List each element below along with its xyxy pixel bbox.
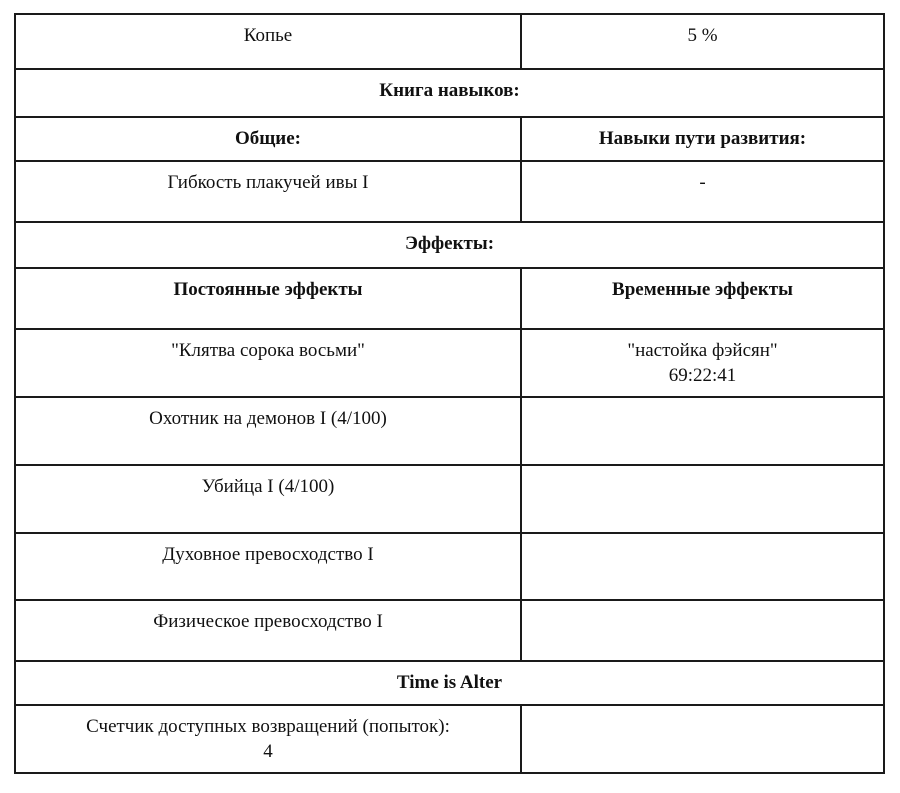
path-skill-cell bbox=[521, 161, 884, 222]
path-skills-header-cell bbox=[521, 117, 884, 161]
table-row bbox=[15, 69, 884, 117]
temporary-effect-cell bbox=[521, 533, 884, 600]
temporary-effect-name: "настойка фэйсян" bbox=[627, 340, 778, 361]
table-row bbox=[15, 117, 884, 161]
table-row bbox=[15, 661, 884, 705]
general-skills-header-cell bbox=[15, 117, 521, 161]
general-skills-header: Общие: bbox=[234, 128, 302, 149]
stats-table bbox=[14, 13, 885, 774]
skill-book-heading: Книга навыков: bbox=[379, 80, 520, 101]
permanent-effect: Духовное превосходство I bbox=[162, 544, 374, 565]
returns-counter-cell bbox=[15, 705, 521, 773]
temporary-effect bbox=[522, 330, 883, 388]
temporary-effect-cell bbox=[521, 600, 884, 661]
permanent-effect-cell bbox=[15, 533, 521, 600]
table-row bbox=[15, 705, 884, 773]
temporary-effect-cell bbox=[521, 465, 884, 533]
table-row bbox=[15, 329, 884, 397]
returns-counter-label: Счетчик доступных возвращений (попыток): bbox=[86, 716, 450, 737]
weapon-name: Копье bbox=[243, 25, 293, 46]
table-row bbox=[15, 600, 884, 661]
permanent-effect: "Клятва сорока восьми" bbox=[171, 340, 365, 361]
skill-book-heading-cell bbox=[15, 69, 884, 117]
weapon-name-cell bbox=[15, 14, 521, 69]
permanent-effect-cell bbox=[15, 465, 521, 533]
effects-heading: Эффекты: bbox=[404, 233, 495, 254]
table-row bbox=[15, 268, 884, 329]
permanent-effect: Убийца I (4/100) bbox=[201, 476, 335, 497]
returns-counter-value: 4 bbox=[263, 741, 273, 762]
weapon-value: 5 % bbox=[687, 25, 718, 46]
temporary-effect-timer: 69:22:41 bbox=[668, 365, 737, 386]
table-row bbox=[15, 533, 884, 600]
returns-empty-cell bbox=[521, 705, 884, 773]
effects-heading-cell bbox=[15, 222, 884, 268]
table-row bbox=[15, 397, 884, 465]
permanent-effect: Охотник на демонов I (4/100) bbox=[149, 408, 387, 429]
general-skill: Гибкость плакучей ивы I bbox=[167, 172, 369, 193]
table-row bbox=[15, 14, 884, 69]
temporary-effects-header-cell bbox=[521, 268, 884, 329]
path-skill: - bbox=[699, 172, 706, 193]
weapon-value-cell bbox=[521, 14, 884, 69]
general-skill-cell bbox=[15, 161, 521, 222]
permanent-effect-cell bbox=[15, 397, 521, 465]
temporary-effect-cell bbox=[521, 329, 884, 397]
permanent-effect: Физическое превосходство I bbox=[153, 611, 383, 632]
table-row bbox=[15, 222, 884, 268]
permanent-effect-cell bbox=[15, 600, 521, 661]
temporary-effects-header: Временные эффекты bbox=[612, 279, 793, 300]
table-row bbox=[15, 465, 884, 533]
time-is-alter-heading: Time is Alter bbox=[396, 672, 503, 693]
temporary-effect-cell bbox=[521, 397, 884, 465]
permanent-effects-header: Постоянные эффекты bbox=[173, 279, 363, 300]
path-skills-header: Навыки пути развития: bbox=[598, 128, 807, 149]
table-row bbox=[15, 161, 884, 222]
time-is-alter-heading-cell bbox=[15, 661, 884, 705]
permanent-effects-header-cell bbox=[15, 268, 521, 329]
returns-counter bbox=[16, 706, 520, 764]
permanent-effect-cell bbox=[15, 329, 521, 397]
